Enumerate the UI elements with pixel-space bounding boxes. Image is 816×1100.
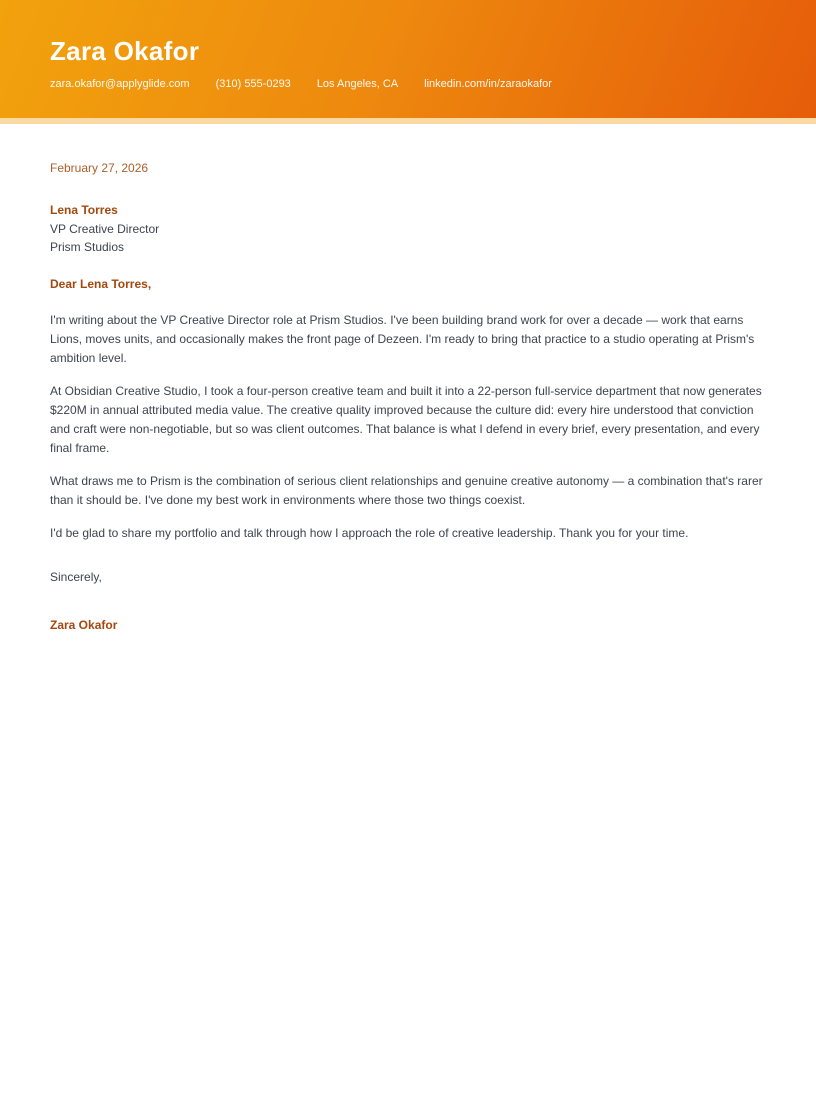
letter-body [0, 124, 816, 635]
contact-phone: (310) 555-0293 [215, 78, 291, 90]
contact-email: zara.okafor@applyglide.com [50, 78, 190, 90]
recipient-name: Lena Torres [50, 203, 118, 217]
paragraph-2: At Obsidian Creative Studio, I took a four-person creative team and built it into a 22-person full-service department that now generates $220M in annual attributed media value. The creative quality improved because the culture did: every hire understood that conviction and craft were non-negotiable, but so was client outcomes. That balance is what I defend in every brief, every presentation, and every final frame. [50, 383, 762, 455]
paragraph-3: What draws me to Prism is the combination of serious client relationships and genuine creative autonomy — a combination that's rarer than it should be. I've done my best work in environments where those two things coexist. [50, 473, 763, 507]
signature-name: Zara Okafor [50, 617, 118, 632]
letter-header [0, 0, 816, 118]
contact-row [50, 78, 766, 91]
contact-linkedin: linkedin.com/in/zaraokafor [424, 78, 552, 90]
recipient-company: Prism Studios [50, 240, 125, 254]
contact-location: Los Angeles, CA [316, 78, 399, 90]
paragraph-1: I'm writing about the VP Creative Director role at Prism Studios. I've been building brand work for over a decade — work that earns Lions, moves units, and occasionally makes the front page of Dezeen. I'm ready to bring that practice to a studio operating at Prism's ambition level. [50, 312, 755, 365]
paragraph-4: I'd be glad to share my portfolio and talk through how I approach the role of creative leadership. Thank you for your time. [50, 525, 689, 540]
salutation: Dear Lena Torres, [50, 276, 152, 291]
closing: Sincerely, [50, 569, 102, 584]
recipient-block [50, 201, 766, 257]
letter-date: February 27, 2026 [50, 161, 149, 175]
recipient-title: VP Creative Director [50, 221, 160, 236]
page-title: Zara Okafor [50, 36, 200, 66]
